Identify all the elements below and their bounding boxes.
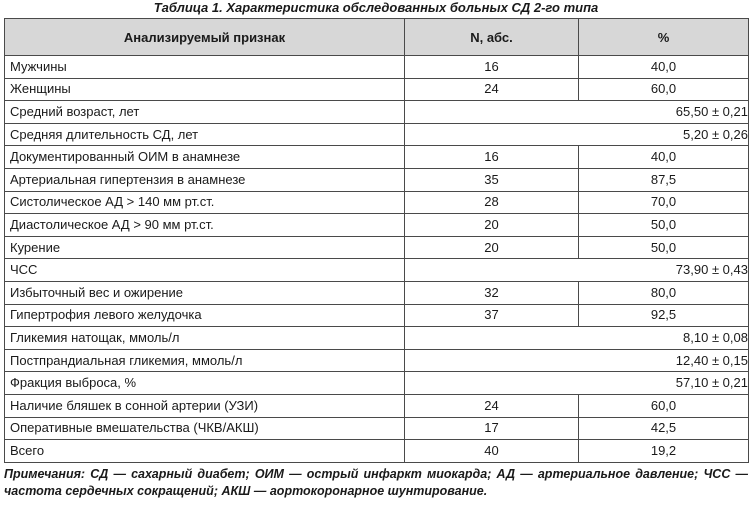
row-percent-value: 60,0 — [579, 78, 749, 101]
header-n-abs: N, абс. — [405, 19, 579, 56]
row-percent-value: 70,0 — [579, 191, 749, 214]
row-label: Фракция выброса, % — [5, 372, 405, 395]
row-percent-value: 50,0 — [579, 236, 749, 259]
row-label: Курение — [5, 236, 405, 259]
row-n-value: 16 — [405, 146, 579, 169]
row-label: Диастолическое АД > 90 мм рт.ст. — [5, 214, 405, 237]
table-row — [5, 394, 749, 417]
table-row — [5, 168, 749, 191]
table-row — [5, 417, 749, 440]
row-n-value: 17 — [405, 417, 579, 440]
characteristics-table — [4, 18, 749, 463]
row-n-value: 32 — [405, 281, 579, 304]
row-n-value: 28 — [405, 191, 579, 214]
row-n-value: 16 — [405, 56, 579, 79]
row-mean-value: 65,50 ± 0,21 — [405, 101, 749, 124]
row-n-value: 35 — [405, 168, 579, 191]
row-label: ЧСС — [5, 259, 405, 282]
row-label: Всего — [5, 440, 405, 463]
row-n-value: 37 — [405, 304, 579, 327]
row-n-value: 20 — [405, 236, 579, 259]
row-label: Женщины — [5, 78, 405, 101]
table-row — [5, 327, 749, 350]
row-percent-value: 50,0 — [579, 214, 749, 237]
header-percent: % — [579, 19, 749, 56]
row-percent-value: 40,0 — [579, 56, 749, 79]
table-row — [5, 304, 749, 327]
table-row — [5, 56, 749, 79]
row-mean-value: 8,10 ± 0,08 — [405, 327, 749, 350]
table-row — [5, 281, 749, 304]
table-caption: Таблица 1. Характеристика обследованных больных СД 2-го типа — [153, 0, 599, 15]
table-body — [5, 56, 749, 463]
row-mean-value: 5,20 ± 0,26 — [405, 123, 749, 146]
table-notes: Примечания: СД — сахарный диабет; ОИМ — острый инфаркт миокарда; АД — артериальное давление; ЧСС — частота сердечных сокращений; АКШ — аортокоронарное шунтирование. — [4, 467, 748, 498]
table-row — [5, 123, 749, 146]
table-row — [5, 101, 749, 124]
row-label: Мужчины — [5, 56, 405, 79]
row-percent-value: 42,5 — [579, 417, 749, 440]
row-percent-value: 40,0 — [579, 146, 749, 169]
row-percent-value: 60,0 — [579, 394, 749, 417]
table-row — [5, 372, 749, 395]
row-mean-value: 57,10 ± 0,21 — [405, 372, 749, 395]
table-row — [5, 259, 749, 282]
row-label: Гипертрофия левого желудочка — [5, 304, 405, 327]
row-n-value: 20 — [405, 214, 579, 237]
table-row — [5, 349, 749, 372]
row-percent-value: 80,0 — [579, 281, 749, 304]
row-percent-value: 19,2 — [579, 440, 749, 463]
row-mean-value: 73,90 ± 0,43 — [405, 259, 749, 282]
table-row — [5, 191, 749, 214]
row-label: Постпрандиальная гликемия, ммоль/л — [5, 349, 405, 372]
table-row — [5, 214, 749, 237]
row-label: Систолическое АД > 140 мм рт.ст. — [5, 191, 405, 214]
row-label: Артериальная гипертензия в анамнезе — [5, 168, 405, 191]
row-label: Избыточный вес и ожирение — [5, 281, 405, 304]
row-percent-value: 92,5 — [579, 304, 749, 327]
header-attribute: Анализируемый признак — [5, 19, 405, 56]
table-row — [5, 78, 749, 101]
row-n-value: 40 — [405, 440, 579, 463]
row-label: Гликемия натощак, ммоль/л — [5, 327, 405, 350]
table-row — [5, 146, 749, 169]
row-mean-value: 12,40 ± 0,15 — [405, 349, 749, 372]
row-label: Средняя длительность СД, лет — [5, 123, 405, 146]
table-row — [5, 440, 749, 463]
row-percent-value: 87,5 — [579, 168, 749, 191]
row-label: Документированный ОИМ в анамнезе — [5, 146, 405, 169]
row-n-value: 24 — [405, 78, 579, 101]
table-row — [5, 236, 749, 259]
row-label: Оперативные вмешательства (ЧКВ/АКШ) — [5, 417, 405, 440]
row-label: Наличие бляшек в сонной артерии (УЗИ) — [5, 394, 405, 417]
row-label: Средний возраст, лет — [5, 101, 405, 124]
row-n-value: 24 — [405, 394, 579, 417]
table-header-row — [5, 19, 749, 56]
